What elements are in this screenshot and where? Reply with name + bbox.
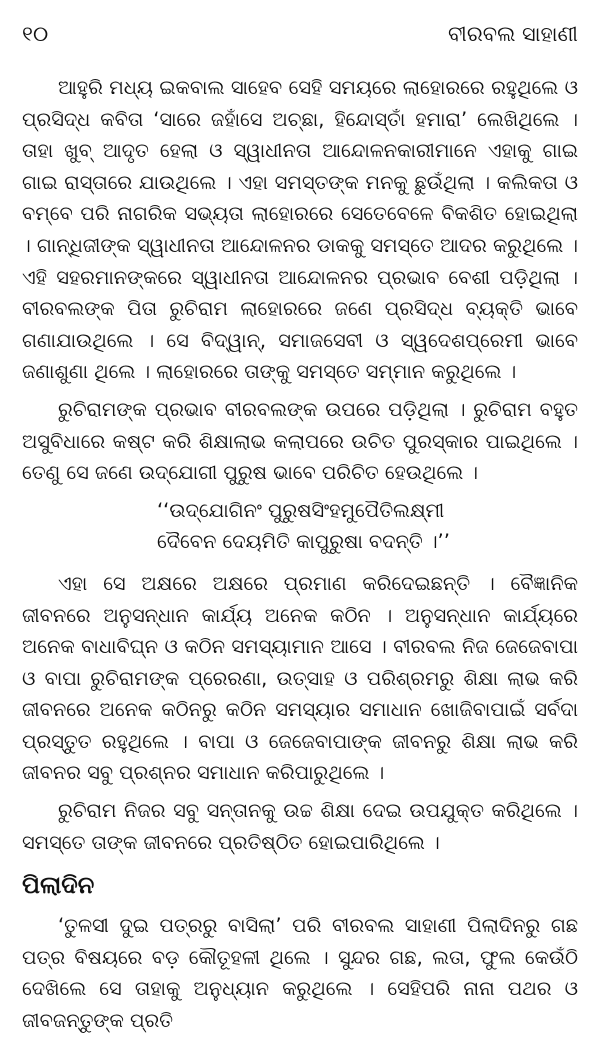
paragraph-ruchiram-influence: ରୁଚିରାମଙ୍କ ପ୍ରଭାବ ବୀରବଲଙ୍କ ଉପରେ ପଡ଼ିଥିଲା । ରୁଚିରାମ ବହୁତ ଅସୁବିଧାରେ କଷ୍ଟ କରି ଶିକ୍ଷାଲାଭ କଲାପରେ ଉଚିତ ପୁରସ୍କାର ପାଇଥିଲେ । ତେଣୁ ସେ ଜଣେ ଉଦ୍‌ଯୋଗୀ ପୁରୁଷ ଭାବେ ପରିଚିତ ହେଉଥିଲେ । bbox=[22, 397, 578, 485]
paragraph-childhood: ‘ତୁଳସୀ ଦୁଇ ପତ୍ରରୁ ବାସିଲା’ ପରି ବୀରବଲ ସାହାଣୀ ପିଲାଦିନରୁ ଗଛ ପତ୍ର ବିଷୟରେ ବଡ଼ କୌତୂହଳୀ ଥିଲେ । ସୁନ୍ଦର ଗଛ, ଲତା, ଫୁଲ କେଉଁଠି ଦେଖିଲେ ସେ ତାହାକୁ ଅନୁଧ୍ୟାନ କରୁଥିଲେ । ସେହିପରି ନାନା ପଥର ଓ ଜୀବଜନ୍ତୁଙ୍କ ପ୍ରତି bbox=[22, 914, 578, 1033]
running-title: ବୀରବଲ ସାହାଣୀ bbox=[447, 22, 578, 46]
page-number: ୧୦ bbox=[22, 22, 49, 46]
verse-line: ‘‘ଉଦ୍‌ଯୋଗିନଂ ପୁରୁଷସିଂହମୁପୈତିଲକ୍ଷ୍ମୀ bbox=[157, 498, 445, 522]
section-heading: ପିଲାଦିନ bbox=[22, 871, 95, 900]
paragraph-iqbal: ଆହୁରି ମଧ୍ୟ ଇକବାଲ ସାହେବ ସେହି ସମୟରେ ଲାହୋରରେ ରହୁଥିଲେ ଓ ପ୍ରସିଦ୍ଧ କବିତା ‘ସାରେ ଜହାଁସେ ଅଚ୍ଛା, ହିନ୍ଦୋସ୍ତାଁ ହମାରା’ ଲେଖିଥିଲେ । ତାହା ଖୁବ୍ ଆଦୃତ ହେଲା ଓ ସ୍ୱାଧୀନତା ଆନ୍ଦୋଳନକାରୀମାନେ ଏହାକୁ ଗାଇ ଗାଇ ରାସ୍ତାରେ ଯାଉଥିଲେ । ଏହା ସମସ୍ତଙ୍କ ମନକୁ ଛୁଉଁଥିଲା । କଲିକତା ଓ ବମ୍ବେ ପରି ନାଗରିକ ସଭ୍ୟତା ଲାହୋରରେ ସେତେବେଳେ ବିକଶିତ ହୋଇଥିଲା । ଗାନ୍ଧିଜୀଙ୍କ ସ୍ୱାଧୀନତା ଆନ୍ଦୋଳନର ଡାକକୁ ସମସ୍ତେ ଆଦର କରୁଥିଲେ । ଏହି ସହରମାନଙ୍କରେ ସ୍ୱାଧୀନତା ଆନ୍ଦୋଳନର ପ୍ରଭାବ ବେଶୀ ପଡ଼ିଥିଲା । ବୀରବଲଙ୍କ ପିତା ରୁଚିରାମ ଲାହୋରରେ ଜଣେ ପ୍ରସିଦ୍ଧ ବ୍ୟକ୍ତି ଭାବେ ଗଣାଯାଉଥିଲେ । ସେ ବିଦ୍ୱାନ୍, ସମାଜସେବୀ ଓ ସ୍ୱଦେଶପ୍ରେମୀ ଭାବେ ଜଣାଶୁଣା ଥିଲେ । ଲାହୋରରେ ତାଙ୍କୁ ସମସ୍ତେ ସମ୍ମାନ କରୁଥିଲେ । bbox=[22, 76, 578, 384]
page-header bbox=[22, 18, 578, 50]
verse-line: ଦୈବେନ ଦେୟମିତି କାପୁରୁଷା ବଦନ୍ତି ।’’ bbox=[157, 530, 450, 554]
paragraph-research: ଏହା ସେ ଅକ୍ଷରେ ଅକ୍ଷରେ ପ୍ରମାଣ କରିଦେଇଛନ୍ତି । ବୈଜ୍ଞାନିକ ଜୀବନରେ ଅନୁସନ୍ଧାନ କାର୍ଯ୍ୟ ଅନେକ କଠିନ । ଅନୁସନ୍ଧାନ କାର୍ଯ୍ୟରେ ଅନେକ ବାଧାବିଘ୍ନ ଓ କଠିନ ସମସ୍ୟାମାନ ଆସେ । ବୀରବଲ ନିଜ ଜେଜେବାପା ଓ ବାପା ରୁଚିରାମଙ୍କ ପ୍ରେରଣା, ଉତ୍ସାହ ଓ ପରିଶ୍ରମରୁ ଶିକ୍ଷା ଲାଭ କରି ଜୀବନରେ ଅନେକ କଠିନରୁ କଠିନ ସମସ୍ୟାର ସମାଧାନ ଖୋଜିବାପାଇଁ ସର୍ବଦା ପ୍ରସ୍ତୁତ ରହୁଥିଲେ । ବାପା ଓ ଜେଜେବାପାଙ୍କ ଜୀବନରୁ ଶିକ୍ଷା ଲାଭ କରି ଜୀବନର ସବୁ ପ୍ରଶ୍ନର ସମାଧାନ କରିପାରୁଥିଲେ । bbox=[22, 571, 578, 785]
page-body bbox=[22, 72, 578, 1043]
sanskrit-verse bbox=[157, 495, 578, 558]
paragraph-children-education: ରୁଚିରାମ ନିଜର ସବୁ ସନ୍ତାନକୁ ଉଚ୍ଚ ଶିକ୍ଷା ଦେଇ ଉପଯୁକ୍ତ କରିଥିଲେ । ସମସ୍ତେ ତାଙ୍କ ଜୀବନରେ ପ୍ରତିଷ୍ଠିତ ହୋଇପାରିଥିଲେ । bbox=[22, 799, 578, 854]
